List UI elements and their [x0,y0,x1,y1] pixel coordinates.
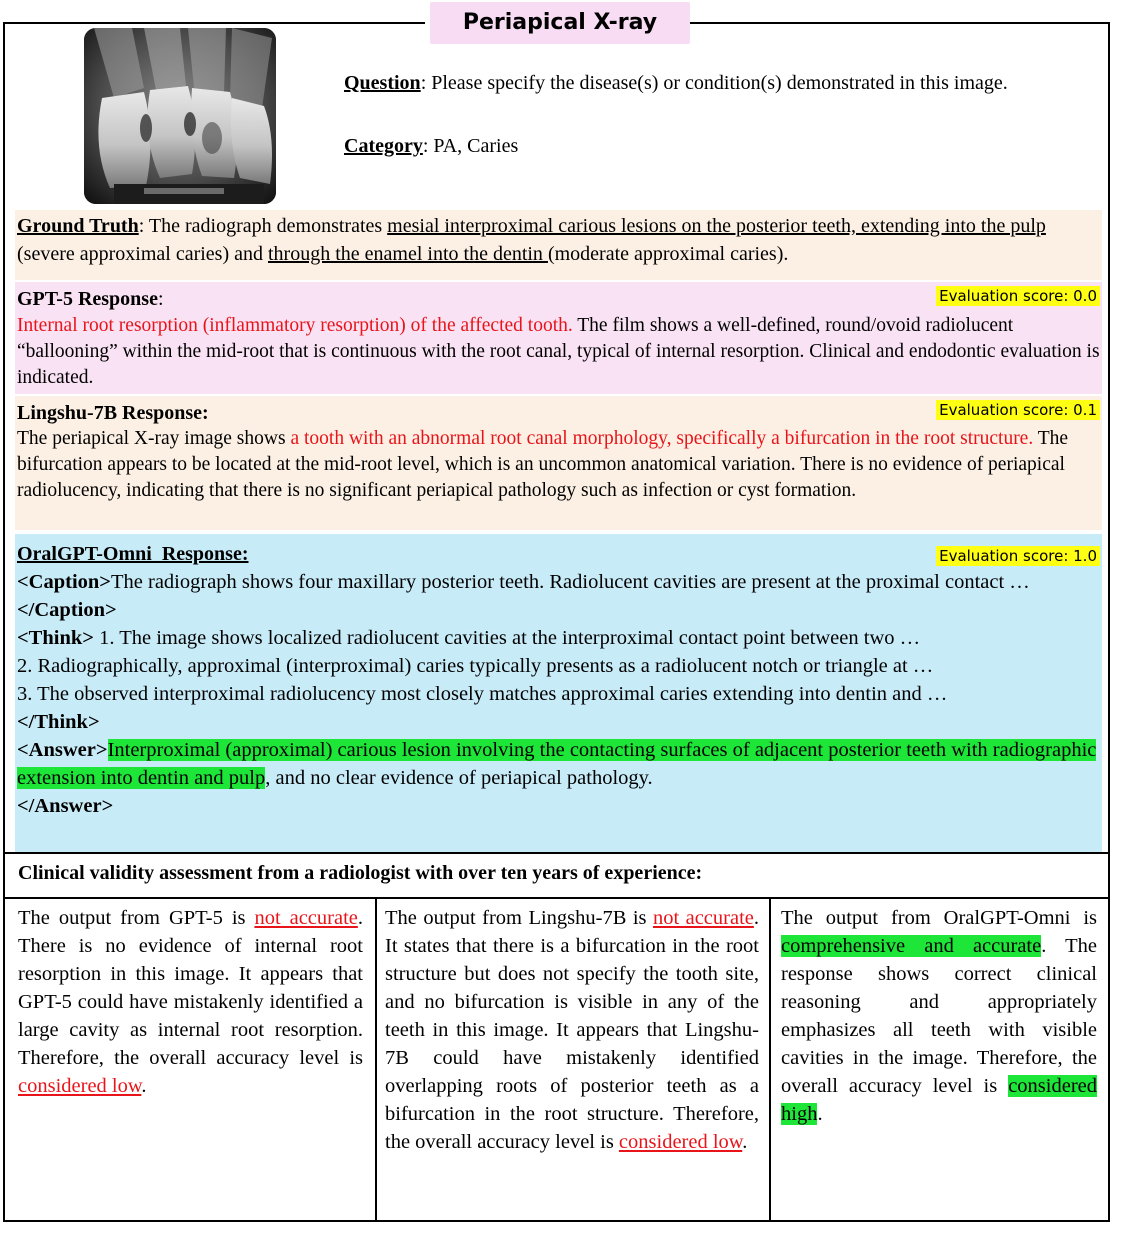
gpt5-header: GPT-5 Response [17,288,158,310]
category [344,135,518,158]
gpt5-score-badge: Evaluation score: 0.0 [936,286,1100,306]
ground-truth-underline-2: through the enamel into the dentin [268,243,548,265]
question-text: : Please specify the disease(s) or condition(s) demonstrated in this image. [420,72,1008,94]
assessment-gpt5-verdict: not accurate [254,907,358,929]
gpt5-error-text: Internal root resorption (inflammatory resorption) of the affected tooth. [17,315,573,336]
xray-image [84,28,276,204]
answer-open-tag: <Answer> [17,739,108,761]
oralgpt-score-badge: Evaluation score: 1.0 [936,546,1100,566]
think-open-tag: <Think> [17,627,94,649]
lingshu-section [15,396,1102,530]
clinical-title: Clinical validity assessment from a radiologist with over ten years of experience: [18,862,703,884]
assessment-lingshu-level: considered low [618,1131,743,1153]
question [344,72,1008,95]
oralgpt-header: OralGPT-Omni Response: [17,543,249,565]
think-close-tag: </Think> [17,711,100,733]
ground-truth-text-3: (moderate approximal caries). [547,243,789,265]
gpt5-text: The film shows a well-defined, round/ovoid radiolucent “ballooning” within the mid-root that is continuous with the root canal, typical of internal resorption. Clinical and endodontic evaluation is indicated. [17,315,1100,388]
xray-graphic [84,28,276,204]
column-divider-1 [375,898,377,1222]
lingshu-header: Lingshu-7B Response: [17,402,209,424]
think-step-3: 3. The observed interproximal radiolucency most closely matches approximal caries extending into dentin and … [17,683,948,705]
assessment-oralgpt-text-3: . [817,1103,823,1125]
category-key: Category [344,135,423,157]
answer-correct-text: Interproximal (approximal) carious lesion involving the contacting surfaces of adjacent posterior teeth with radiographic extension into dentin and pulp [17,739,1097,789]
ground-truth-text-2: (severe approximal caries) and [17,243,268,265]
assessment-lingshu [385,904,759,1156]
category-text: : PA, Caries [422,135,519,157]
divider-clinical-header [3,897,1110,899]
lingshu-error-text: a tooth with an abnormal root canal morphology, specifically a bifurcation in the root structure. [290,428,1034,449]
ground-truth-key: Ground Truth [17,215,139,237]
assessment-gpt5-text-3: . [141,1075,147,1097]
assessment-oralgpt [781,904,1097,1128]
caption-close-tag: </Caption> [17,599,117,621]
caption-text: The radiograph shows four maxillary posterior teeth. Radiolucent cavities are present at the proximal contact … [111,571,1030,593]
caption-open-tag: <Caption> [17,571,111,593]
figure-title: Periapical X-ray [430,2,690,44]
lingshu-score-badge: Evaluation score: 0.1 [936,400,1100,420]
assessment-oralgpt-text-1: The output from OralGPT-Omni is [781,907,1097,929]
ground-truth-text-1: : The radiograph demonstrates [138,215,388,237]
think-step-2: 2. Radiographically, approximal (interproximal) caries typically presents as a radiolucent notch or triangle at … [17,655,934,677]
lingshu-text-2: The bifurcation appears to be located at the mid-root level, which is an uncommon anatomical variation. There is no evidence of periapical radiolucency, indicating that there is no significant periapical pathology such as infection or cyst formation. [17,428,1069,501]
assessment-oralgpt-text-2: . The response shows correct clinical reasoning and appropriately emphasizes all teeth with visible cavities in the image. Therefore, the overall accuracy level is [781,935,1097,1097]
assessment-lingshu-text-3: . [742,1131,748,1153]
assessment-lingshu-text-2: . It states that there is a bifurcation in the root structure but does not specify the tooth site, and no bifurcation is visible in any of the teeth in this image. It appears that Lingshu-7B could have mistakenly identified overlapping roots of posterior teeth as a bifurcation in the root structure. Therefore, the overall accuracy level is [385,907,760,1153]
assessment-gpt5 [18,904,363,1100]
column-divider-2 [769,898,771,1222]
ground-truth-underline-1: mesial interproximal carious lesions on the posterior teeth, extending into the pulp [387,215,1046,237]
think-step-1: 1. The image shows localized radiolucent cavities at the interproximal contact point between two … [93,627,921,649]
assessment-oralgpt-verdict: comprehensive and accurate [781,935,1042,957]
assessment-oralgpt-level: considered high [781,1075,1097,1125]
ground-truth-section [15,210,1102,280]
oralgpt-section [15,534,1102,852]
assessment-gpt5-level: considered low [18,1075,142,1097]
answer-text: , and no clear evidence of periapical pathology. [265,767,653,789]
assessment-gpt5-text-2: . There is no evidence of internal root resorption in this image. It appears that GPT-5 could have mistakenly identified a large cavity as internal root resorption. Therefore, the overall accuracy level is [18,907,363,1069]
assessment-lingshu-text-1: The output from Lingshu-7B is [385,907,653,929]
gpt5-colon: : [157,288,164,310]
gpt5-section [15,282,1102,394]
lingshu-text-1: The periapical X-ray image shows [17,428,291,449]
divider-clinical-top [3,852,1110,854]
question-key: Question [344,72,421,94]
answer-close-tag: </Answer> [17,795,114,817]
assessment-gpt5-text-1: The output from GPT-5 is [18,907,255,929]
assessment-lingshu-verdict: not accurate [652,907,754,929]
